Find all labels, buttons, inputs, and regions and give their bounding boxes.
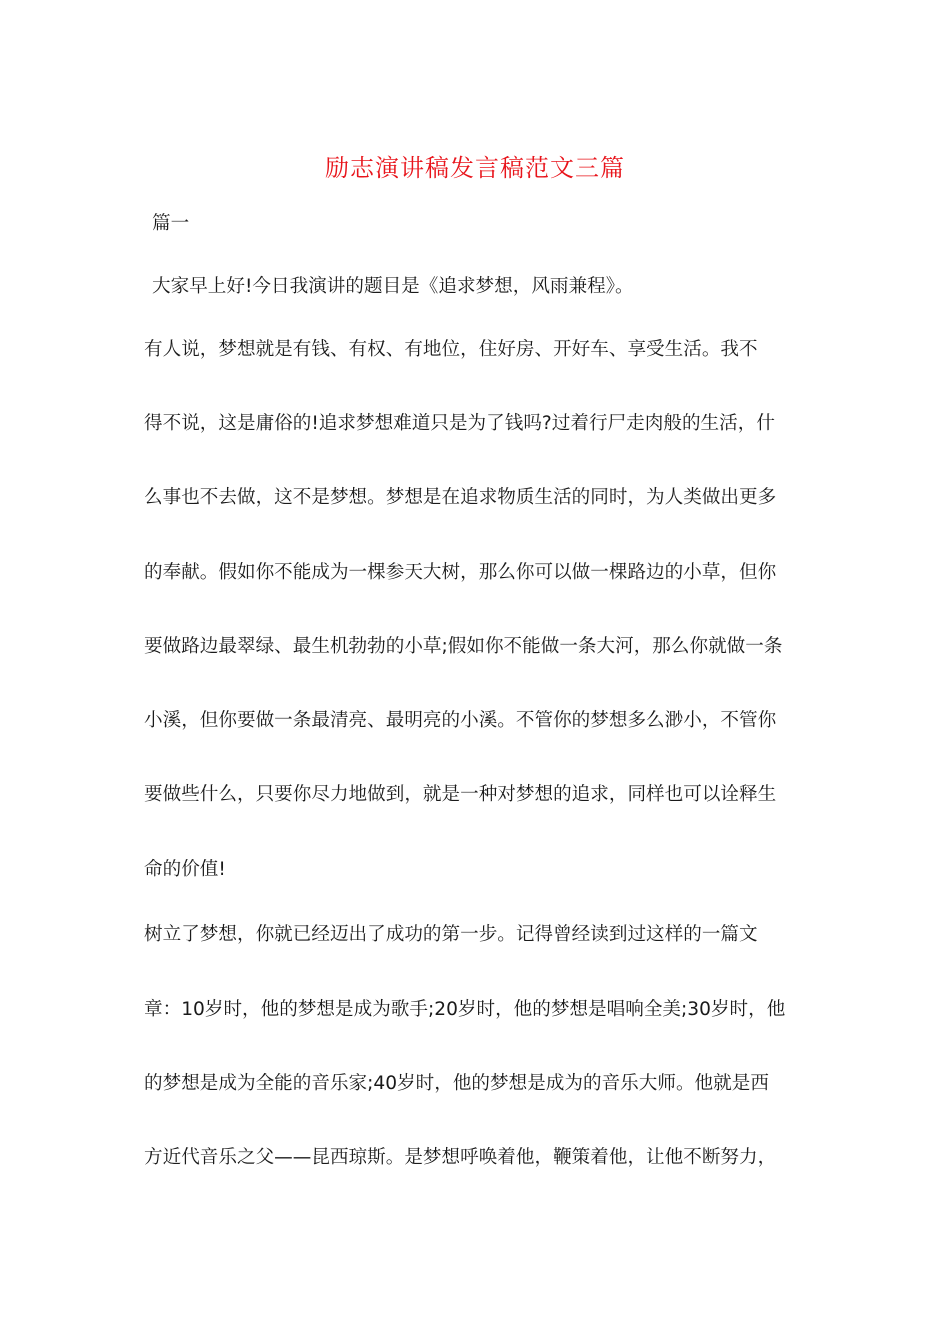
paragraph-line: 大家早上好!今日我演讲的题目是《追求梦想，风雨兼程》。 (152, 276, 634, 297)
paragraph-line: 树立了梦想，你就已经迈出了成功的第一步。记得曾经读到过这样的一篇文 (144, 924, 758, 945)
paragraph-line: 么事也不去做，这不是梦想。梦想是在追求物质生活的同时，为人类做出更多 (144, 487, 777, 508)
section-heading: 篇一 (152, 213, 190, 234)
document-title: 励志演讲稿发言稿范文三篇 (325, 154, 625, 182)
paragraph-line: 有人说，梦想就是有钱、有权、有地位，住好房、开好车、享受生活。我不 (144, 339, 758, 360)
paragraph-line: 的梦想是成为全能的音乐家;40岁时，他的梦想是成为的音乐大师。他就是西 (144, 1073, 769, 1094)
paragraph-line: 得不说，这是庸俗的!追求梦想难道只是为了钱吗?过着行尸走肉般的生活，什 (144, 413, 775, 434)
paragraph-line: 的奉献。假如你不能成为一棵参天大树，那么你可以做一棵路边的小草，但你 (144, 562, 777, 583)
paragraph-line: 命的价值! (144, 859, 226, 880)
paragraph-line: 要做些什么，只要你尽力地做到，就是一种对梦想的追求，同样也可以诠释生 (144, 784, 777, 805)
paragraph-line: 章：10岁时，他的梦想是成为歌手;20岁时，他的梦想是唱响全美;30岁时，他 (144, 999, 786, 1020)
paragraph-line: 要做路边最翠绿、最生机勃勃的小草;假如你不能做一条大河，那么你就做一条 (144, 636, 783, 657)
paragraph-line: 小溪，但你要做一条最清亮、最明亮的小溪。不管你的梦想多么渺小，不管你 (144, 710, 777, 731)
paragraph-line: 方近代音乐之父——昆西琼斯。是梦想呼唤着他，鞭策着他，让他不断努力， (144, 1147, 777, 1168)
